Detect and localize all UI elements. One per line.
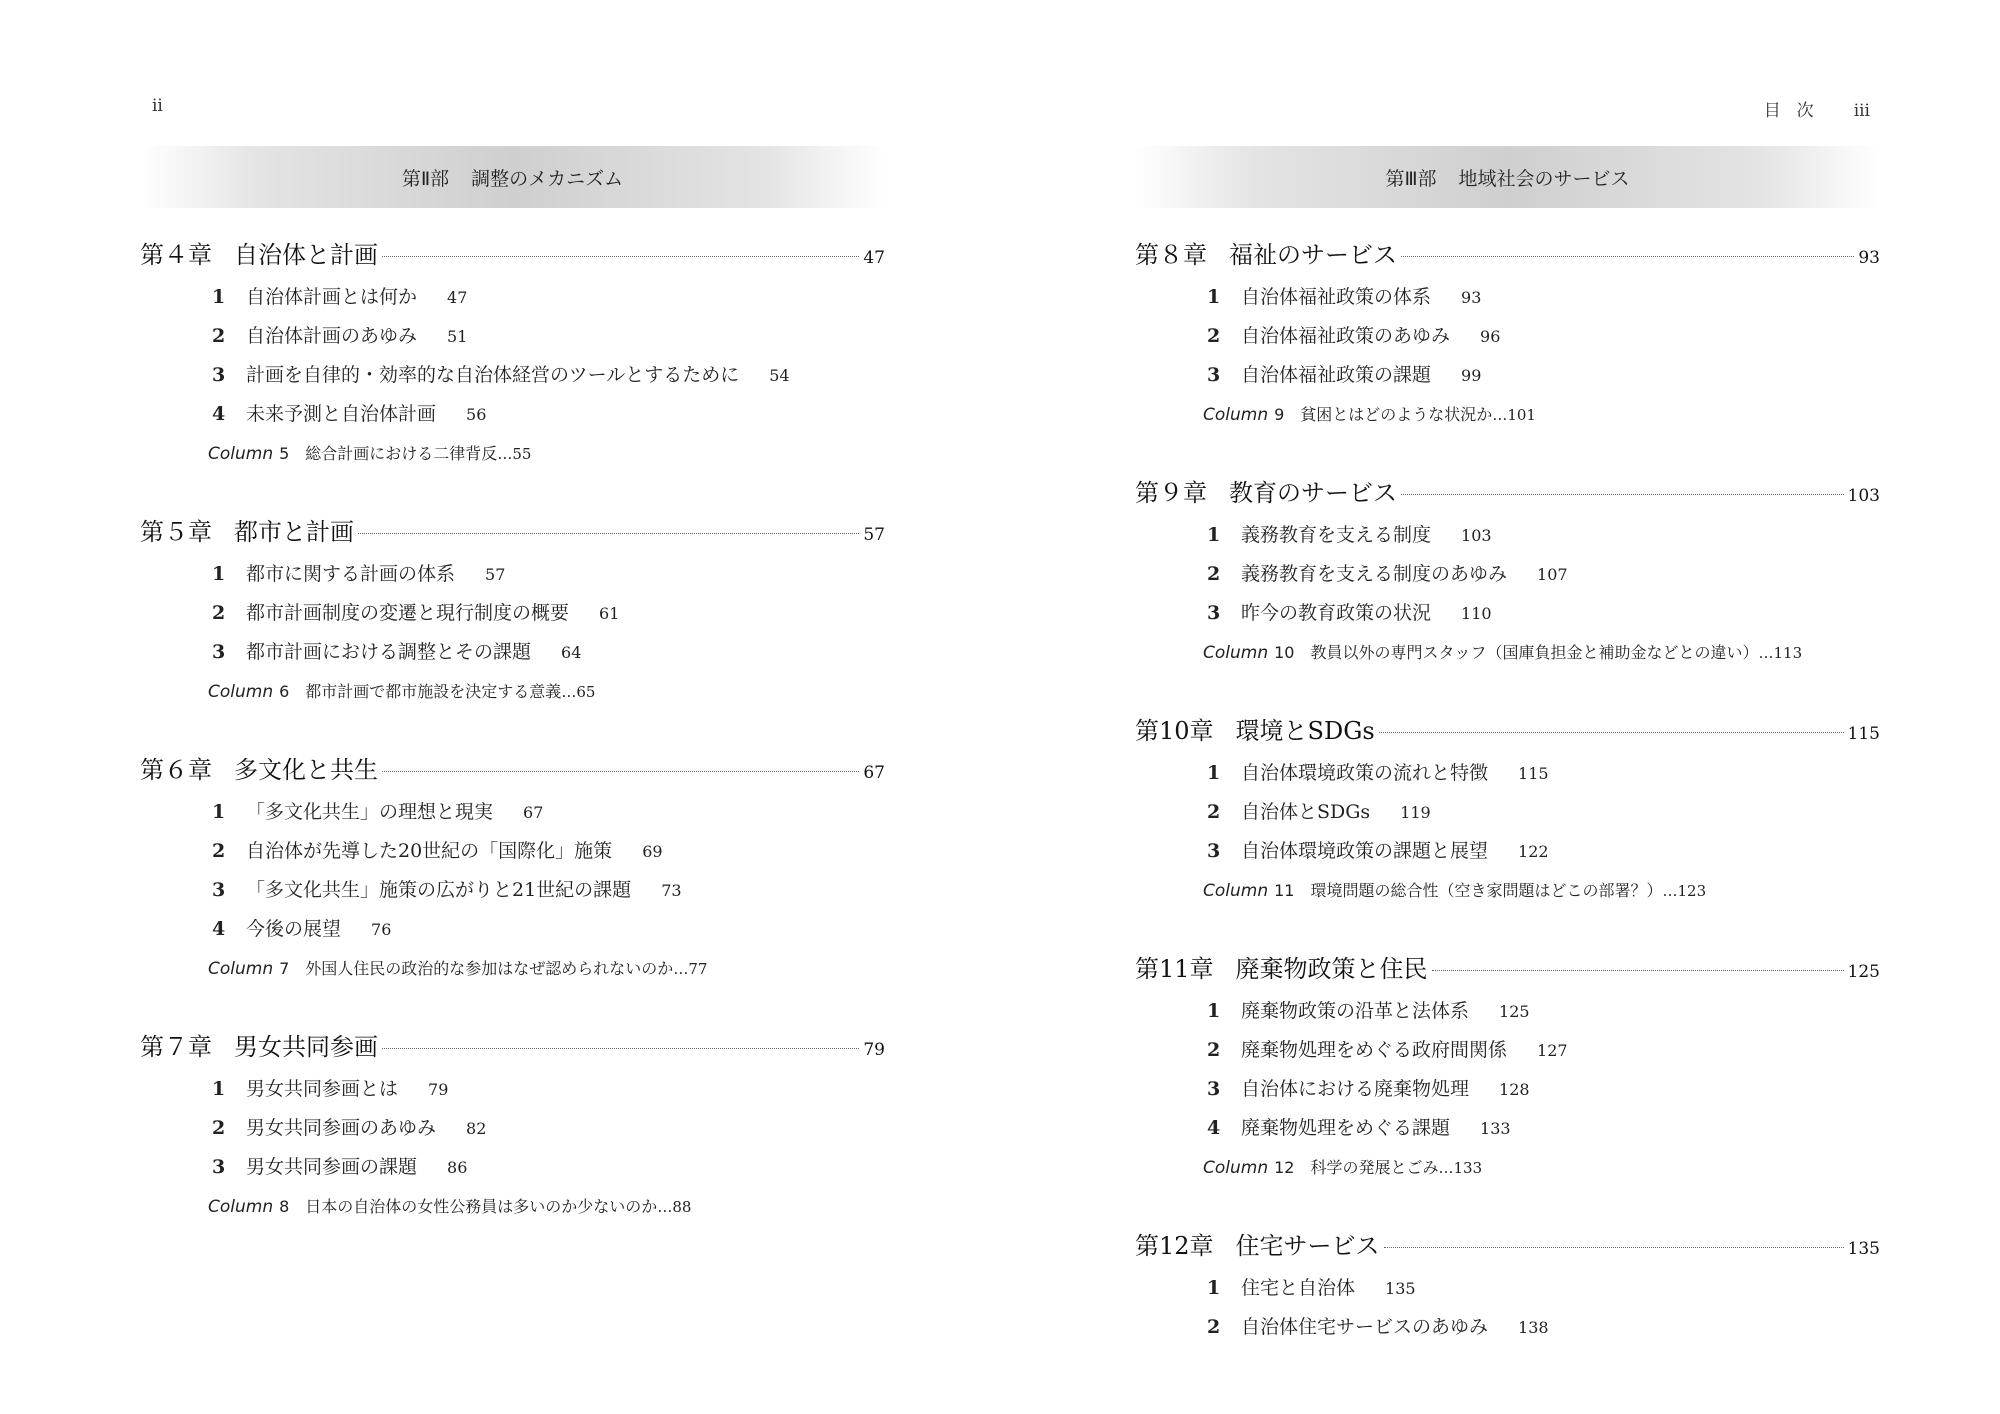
column-page: …123	[1662, 882, 1707, 900]
section-title: 男女共同参画の課題	[246, 1156, 418, 1178]
chapter-number: 第６章	[140, 756, 212, 784]
toc-chapter	[1135, 946, 1880, 1187]
chapter-title: 多文化と共生	[234, 756, 378, 784]
chapter-title: 環境とSDGs	[1235, 717, 1375, 745]
column-page: …101	[1492, 406, 1536, 424]
section-page: 51	[447, 327, 468, 346]
section-page: 82	[466, 1119, 487, 1138]
column-title: 総合計画における二律背反	[305, 444, 498, 463]
dot-leader	[1432, 969, 1844, 971]
section-title: 男女共同参画とは	[246, 1078, 399, 1100]
section-page: 86	[447, 1158, 468, 1177]
section-page: 110	[1461, 604, 1492, 623]
chapter-title: 廃棄物政策と住民	[1235, 955, 1428, 983]
column-title: 都市計画で都市施設を決定する意義	[305, 682, 562, 701]
section-number: 2	[1207, 1316, 1221, 1338]
section-title: 自治体計画とは何か	[246, 286, 418, 308]
section-number: 2	[1207, 801, 1221, 823]
toc-column	[140, 949, 885, 988]
toc-section	[140, 832, 885, 871]
column-page: …77	[673, 960, 708, 978]
dot-leader	[1401, 493, 1844, 495]
column-label: Column	[208, 1197, 274, 1217]
toc-chapter	[1135, 232, 1880, 434]
chapter-page: 67	[863, 763, 885, 783]
section-number: 4	[212, 918, 226, 940]
section-title: 住宅と自治体	[1241, 1277, 1356, 1299]
chapter-heading	[1135, 708, 1880, 754]
chapter-spacer	[140, 473, 885, 509]
chapter-page: 93	[1858, 248, 1880, 268]
section-number: 3	[212, 364, 226, 386]
chapter-heading	[140, 747, 885, 793]
toc-section	[1135, 317, 1880, 356]
chapter-title: 教育のサービス	[1229, 479, 1397, 507]
column-page: …55	[497, 445, 532, 463]
section-page: 107	[1537, 565, 1568, 584]
chapter-page: 125	[1847, 962, 1880, 982]
toc-chapter	[140, 232, 885, 473]
page-number: ii	[152, 96, 163, 116]
toc-section	[1135, 278, 1880, 317]
section-number: 2	[1207, 563, 1221, 585]
section-title: 廃棄物処理をめぐる政府間関係	[1241, 1039, 1508, 1061]
toc-section	[140, 1070, 885, 1109]
section-number: 1	[212, 563, 226, 585]
section-page: 115	[1518, 764, 1549, 783]
column-page: …133	[1438, 1159, 1483, 1177]
section-number: 2	[212, 1117, 226, 1139]
chapter-number: 第９章	[1135, 479, 1207, 507]
section-page: 96	[1480, 327, 1501, 346]
toc-section	[1135, 1308, 1880, 1347]
column-number: 8	[279, 1197, 290, 1216]
section-number: 1	[212, 1078, 226, 1100]
section-page: 54	[769, 366, 790, 385]
chapter-number: 第11章	[1135, 955, 1214, 983]
chapter-number: 第12章	[1135, 1232, 1214, 1260]
chapter-title: 住宅サービス	[1235, 1232, 1380, 1260]
chapter-heading	[140, 1024, 885, 1070]
section-page: 138	[1518, 1318, 1549, 1337]
section-title: 「多文化共生」施策の広がりと21世紀の課題	[246, 879, 632, 901]
chapter-title: 自治体と計画	[234, 241, 378, 269]
toc-section	[140, 1148, 885, 1187]
section-title: 「多文化共生」の理想と現実	[246, 801, 494, 823]
section-page: 103	[1461, 526, 1492, 545]
chapter-heading	[1135, 1223, 1880, 1269]
toc-section	[140, 278, 885, 317]
section-number: 4	[212, 403, 226, 425]
section-title: 自治体が先導した20世紀の「国際化」施策	[246, 840, 613, 862]
section-number: 3	[212, 641, 226, 663]
column-page: …65	[561, 683, 596, 701]
toc-column	[1135, 1148, 1880, 1187]
chapter-number: 第７章	[140, 1033, 212, 1061]
chapter-number: 第８章	[1135, 241, 1207, 269]
toc-section	[140, 871, 885, 910]
section-title: 廃棄物処理をめぐる課題	[1241, 1117, 1451, 1139]
section-number: 1	[1207, 524, 1221, 546]
part-title: 調整のメカニズム	[471, 167, 624, 190]
column-number: 9	[1274, 405, 1285, 424]
toc-section	[1135, 594, 1880, 633]
section-page: 57	[485, 565, 506, 584]
section-page: 73	[661, 881, 682, 900]
toc-chapter	[1135, 708, 1880, 910]
section-number: 1	[1207, 286, 1221, 308]
toc-column	[140, 1187, 885, 1226]
section-page: 133	[1480, 1119, 1511, 1138]
toc-section	[140, 793, 885, 832]
dot-leader	[382, 1047, 859, 1049]
part-heading	[140, 146, 885, 208]
section-title: 廃棄物政策の沿革と法体系	[1241, 1000, 1470, 1022]
section-title: 計画を自律的・効率的な自治体経営のツールとするために	[246, 364, 740, 386]
toc-section	[1135, 516, 1880, 555]
toc-column	[1135, 633, 1880, 672]
section-page: 56	[466, 405, 487, 424]
section-title: 昨今の教育政策の状況	[1241, 602, 1432, 624]
column-label: Column	[208, 959, 274, 979]
chapter-page: 135	[1847, 1239, 1880, 1259]
section-page: 125	[1499, 1002, 1530, 1021]
toc-section	[1135, 992, 1880, 1031]
dot-leader	[358, 532, 859, 534]
column-label: Column	[1203, 1158, 1269, 1178]
section-page: 76	[371, 920, 392, 939]
section-number: 2	[1207, 325, 1221, 347]
toc-chapter	[140, 747, 885, 988]
toc-chapter	[1135, 1223, 1880, 1347]
toc-section	[140, 356, 885, 395]
part-title: 地域社会のサービス	[1458, 167, 1630, 190]
left-page	[140, 0, 885, 1414]
dot-leader	[1379, 731, 1844, 733]
chapter-spacer	[140, 711, 885, 747]
toc-section	[140, 395, 885, 434]
running-head	[1764, 96, 1870, 121]
toc-chapter	[140, 509, 885, 711]
column-title: 科学の発展とごみ	[1310, 1158, 1439, 1177]
toc-column	[1135, 871, 1880, 910]
toc-section	[1135, 754, 1880, 793]
toc-column	[1135, 395, 1880, 434]
section-page: 69	[642, 842, 663, 861]
column-label: Column	[208, 682, 274, 702]
column-label: Column	[1203, 643, 1269, 663]
dot-leader	[382, 255, 859, 257]
section-title: 自治体住宅サービスのあゆみ	[1241, 1316, 1489, 1338]
dot-leader	[1384, 1246, 1844, 1248]
toc-section	[140, 555, 885, 594]
column-number: 5	[279, 444, 290, 463]
chapter-page: 115	[1847, 724, 1880, 744]
chapter-spacer	[1135, 910, 1880, 946]
chapter-heading	[1135, 232, 1880, 278]
section-page: 47	[447, 288, 468, 307]
section-number: 3	[212, 879, 226, 901]
chapter-spacer	[1135, 1187, 1880, 1223]
section-page: 67	[523, 803, 544, 822]
column-title: 日本の自治体の女性公務員は多いのか少ないのか	[305, 1197, 658, 1216]
section-page: 79	[428, 1080, 449, 1099]
chapter-number: 第５章	[140, 518, 212, 546]
section-title: 自治体計画のあゆみ	[246, 325, 418, 347]
chapter-spacer	[1135, 434, 1880, 470]
column-page: …113	[1758, 644, 1803, 662]
chapter-title: 男女共同参画	[234, 1033, 378, 1061]
chapter-page: 79	[863, 1040, 885, 1060]
page-number: iii	[1853, 101, 1870, 121]
section-title: 自治体福祉政策の体系	[1241, 286, 1432, 308]
column-title: 教員以外の専門スタッフ（国庫負担金と補助金などとの違い）	[1310, 643, 1759, 662]
column-number: 10	[1274, 643, 1295, 662]
section-title: 自治体環境政策の流れと特徴	[1241, 762, 1489, 784]
section-number: 1	[212, 286, 226, 308]
section-title: 男女共同参画のあゆみ	[246, 1117, 437, 1139]
section-number: 1	[1207, 1277, 1221, 1299]
chapter-number: 第10章	[1135, 717, 1214, 745]
section-number: 2	[212, 602, 226, 624]
section-number: 3	[1207, 364, 1221, 386]
chapter-spacer	[140, 988, 885, 1024]
column-label: Column	[1203, 405, 1269, 425]
toc-column	[140, 672, 885, 711]
right-page	[1135, 0, 1880, 1414]
toc-section	[1135, 1269, 1880, 1308]
chapter-heading	[140, 509, 885, 555]
section-page: 61	[599, 604, 620, 623]
section-title: 自治体福祉政策のあゆみ	[1241, 325, 1451, 347]
toc-section	[1135, 1109, 1880, 1148]
toc-section	[140, 910, 885, 949]
section-title: 義務教育を支える制度のあゆみ	[1241, 563, 1508, 585]
toc-column	[140, 434, 885, 473]
toc-section	[1135, 1070, 1880, 1109]
column-page: …88	[657, 1198, 692, 1216]
toc-section	[1135, 1031, 1880, 1070]
section-number: 2	[1207, 1039, 1221, 1061]
column-number: 7	[279, 959, 290, 978]
section-number: 1	[1207, 1000, 1221, 1022]
section-number: 4	[1207, 1117, 1221, 1139]
dot-leader	[382, 770, 859, 772]
column-number: 12	[1274, 1158, 1295, 1177]
toc-section	[1135, 793, 1880, 832]
column-label: Column	[1203, 881, 1269, 901]
section-number: 3	[212, 1156, 226, 1178]
section-title: 都市に関する計画の体系	[246, 563, 456, 585]
column-number: 6	[279, 682, 290, 701]
chapter-page: 47	[863, 248, 885, 268]
chapter-number: 第４章	[140, 241, 212, 269]
toc-section	[140, 633, 885, 672]
chapter-spacer	[1135, 672, 1880, 708]
column-title: 外国人住民の政治的な参加はなぜ認められないのか	[305, 959, 674, 978]
section-number: 1	[212, 801, 226, 823]
toc-section	[1135, 555, 1880, 594]
section-page: 122	[1518, 842, 1549, 861]
section-page: 119	[1400, 803, 1431, 822]
section-title: 義務教育を支える制度	[1241, 524, 1432, 546]
section-title: 今後の展望	[246, 918, 342, 940]
column-title: 環境問題の総合性（空き家問題はどこの部署？）	[1310, 881, 1663, 900]
toc-chapter	[1135, 470, 1880, 672]
table-of-contents	[1135, 232, 1880, 1347]
section-number: 2	[212, 325, 226, 347]
chapter-title: 福祉のサービス	[1229, 241, 1397, 269]
section-title: 都市計画における調整とその課題	[246, 641, 532, 663]
section-page: 128	[1499, 1080, 1530, 1099]
section-number: 3	[1207, 602, 1221, 624]
section-number: 3	[1207, 1078, 1221, 1100]
table-of-contents	[140, 232, 885, 1226]
part-heading	[1135, 146, 1880, 208]
running-head-title: 目次	[1763, 101, 1830, 121]
section-page: 135	[1385, 1279, 1416, 1298]
column-title: 貧困とはどのような状況か	[1300, 405, 1493, 424]
section-title: 自治体とSDGs	[1241, 801, 1371, 823]
column-label: Column	[208, 444, 274, 464]
dot-leader	[1401, 255, 1854, 257]
section-title: 自治体環境政策の課題と展望	[1241, 840, 1489, 862]
toc-section	[1135, 832, 1880, 871]
section-title: 都市計画制度の変遷と現行制度の概要	[246, 602, 570, 624]
section-number: 3	[1207, 840, 1221, 862]
chapter-heading	[1135, 470, 1880, 516]
part-number: 第Ⅲ部	[1385, 167, 1437, 190]
section-page: 99	[1461, 366, 1482, 385]
toc-section	[1135, 356, 1880, 395]
section-number: 2	[212, 840, 226, 862]
toc-section	[140, 1109, 885, 1148]
section-page: 64	[561, 643, 582, 662]
column-number: 11	[1274, 881, 1295, 900]
part-number: 第Ⅱ部	[401, 167, 450, 190]
section-number: 1	[1207, 762, 1221, 784]
chapter-page: 57	[863, 525, 885, 545]
chapter-heading	[1135, 946, 1880, 992]
section-page: 127	[1537, 1041, 1568, 1060]
toc-section	[140, 317, 885, 356]
toc-section	[140, 594, 885, 633]
chapter-heading	[140, 232, 885, 278]
chapter-page: 103	[1847, 486, 1880, 506]
section-title: 未来予測と自治体計画	[246, 403, 437, 425]
chapter-title: 都市と計画	[234, 518, 354, 546]
toc-chapter	[140, 1024, 885, 1226]
section-page: 93	[1461, 288, 1482, 307]
section-title: 自治体における廃棄物処理	[1241, 1078, 1470, 1100]
section-title: 自治体福祉政策の課題	[1241, 364, 1432, 386]
